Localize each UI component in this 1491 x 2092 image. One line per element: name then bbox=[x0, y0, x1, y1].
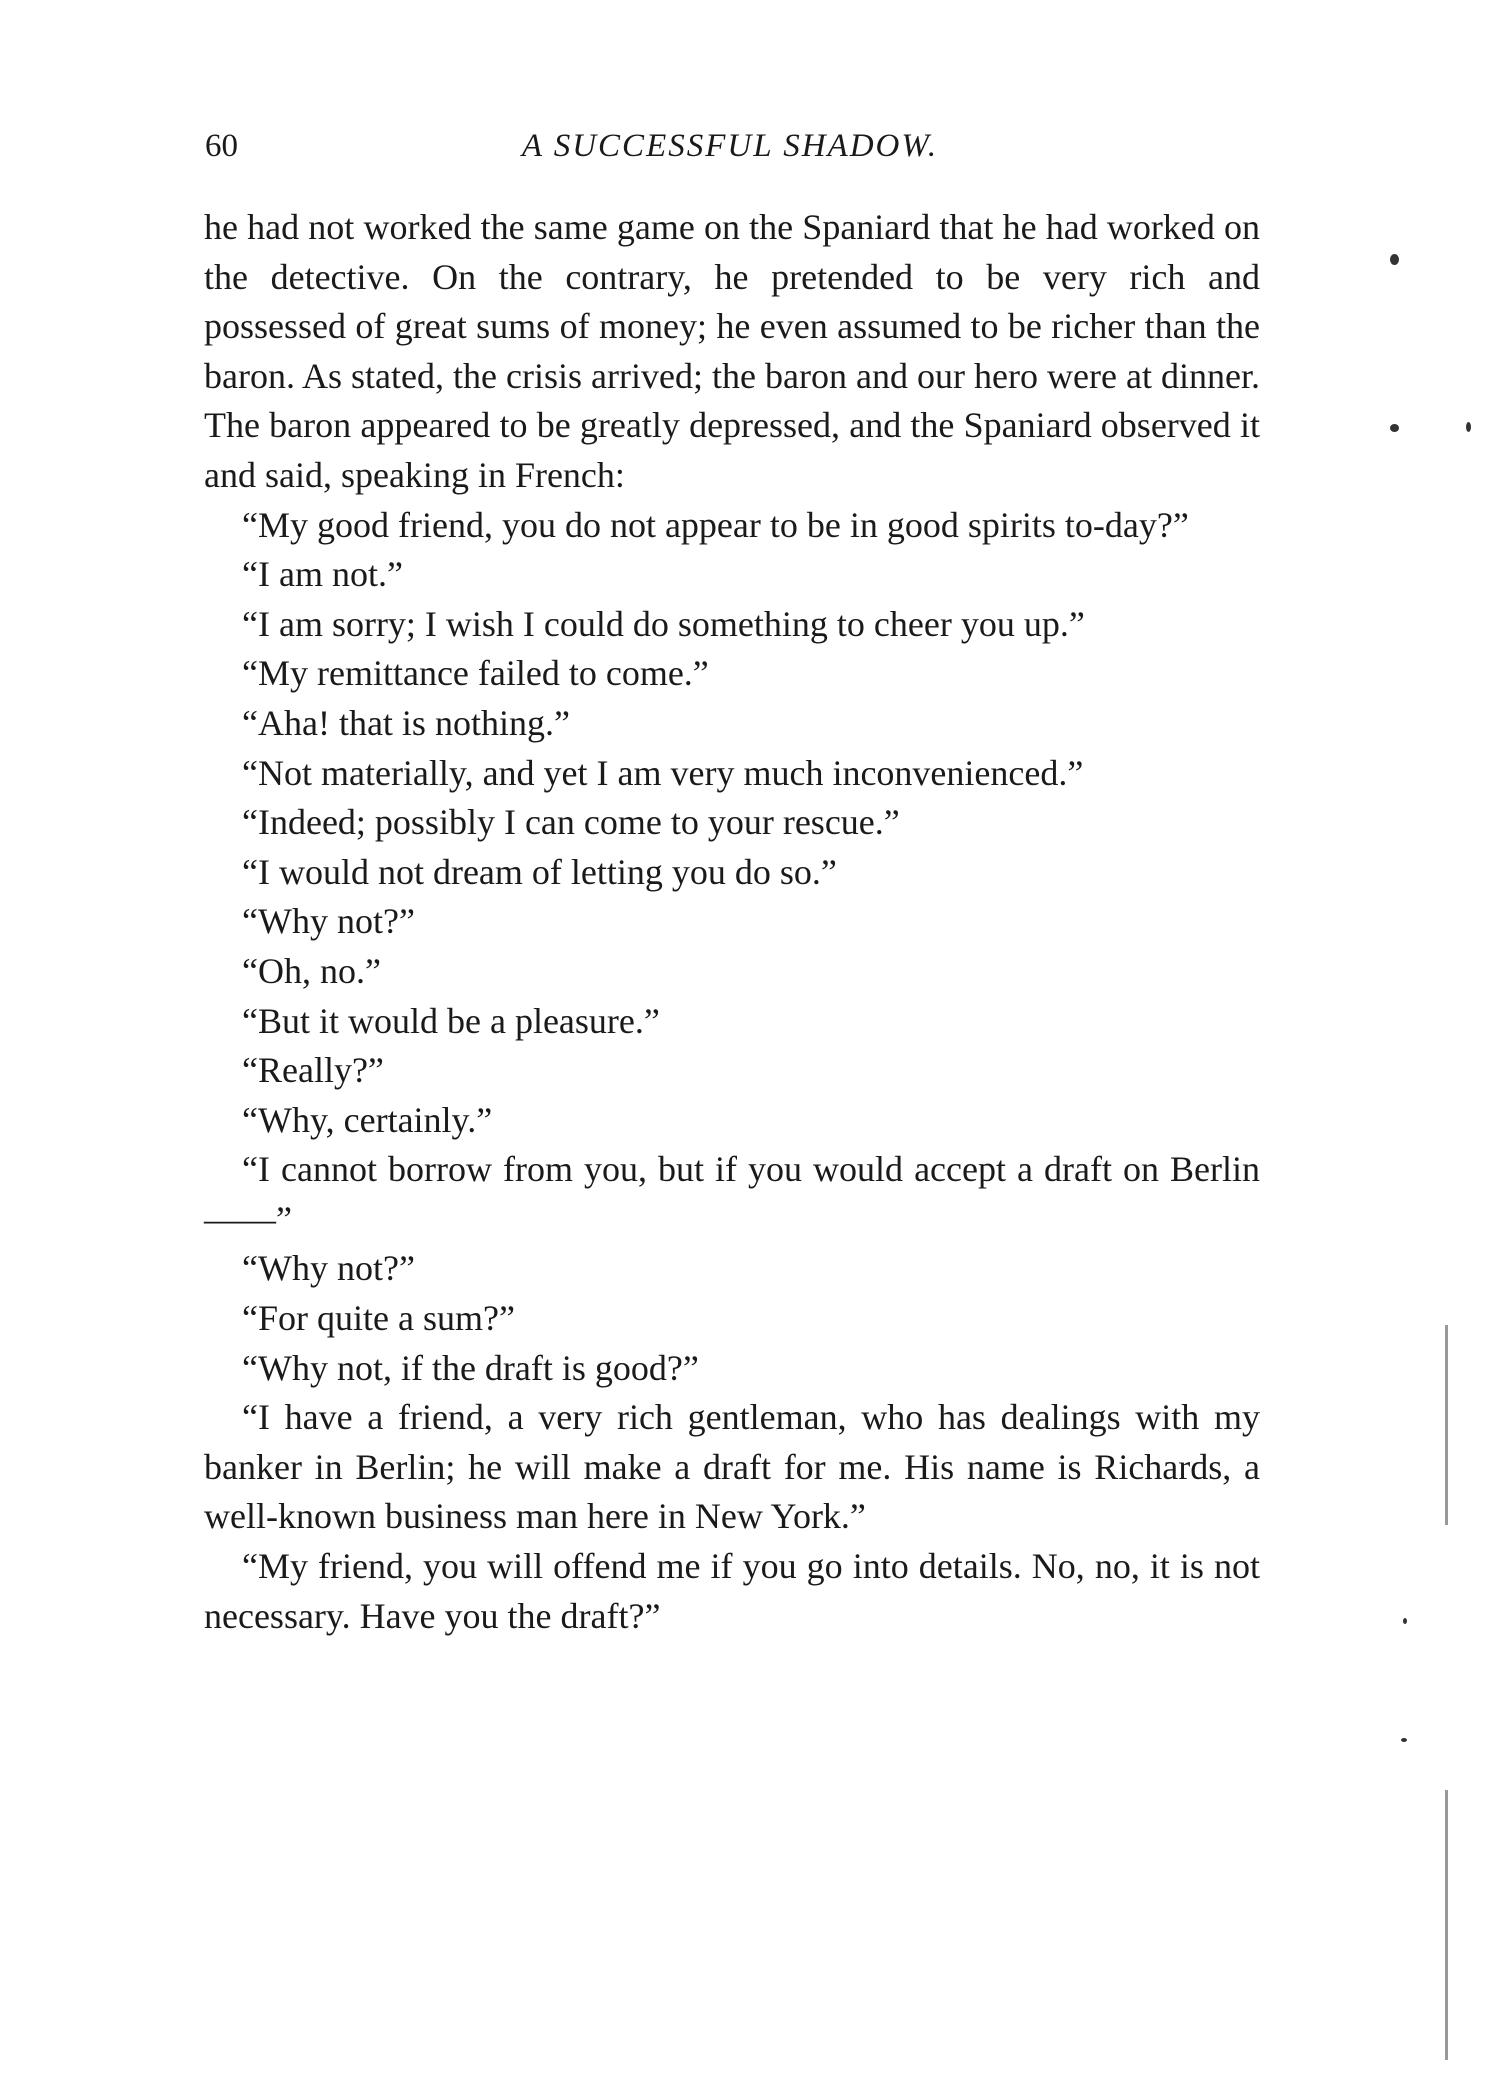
paragraph: “I would not dream of letting you do so.” bbox=[242, 851, 837, 892]
paragraph: “My friend, you will offend me if you go into details. No, no, it is not necessary. Have you the draft?” bbox=[204, 1546, 1260, 1636]
scan-edge-mark bbox=[1445, 1325, 1448, 1525]
scan-edge-mark bbox=[1445, 1790, 1448, 2060]
paragraph: “I am not.” bbox=[242, 554, 403, 595]
body-text bbox=[204, 203, 1260, 1641]
paragraph: “Aha! that is nothing.” bbox=[242, 702, 570, 743]
paragraph: “I am sorry; I wish I could do something to cheer you up.” bbox=[242, 603, 1085, 644]
paragraph: “Why not?” bbox=[242, 901, 415, 942]
scan-speck bbox=[1403, 1618, 1407, 1624]
paragraph: “Why not?” bbox=[242, 1248, 415, 1289]
scan-speck bbox=[1390, 424, 1399, 432]
page-header bbox=[205, 128, 1255, 178]
paragraph: “My good friend, you do not appear to be in good spirits to-day?” bbox=[242, 504, 1189, 545]
paragraph: “My remittance failed to come.” bbox=[242, 653, 709, 694]
scan-speck bbox=[1466, 422, 1471, 432]
page-number: 60 bbox=[205, 128, 238, 164]
paragraph: “I cannot borrow from you, but if you would accept a draft on Berlin——” bbox=[204, 1149, 1260, 1239]
paragraph: “Really?” bbox=[242, 1050, 384, 1091]
paragraph: “I have a friend, a very rich gentleman, who has dealings with my banker in Berlin; he will make a draft for me. His name is Richards, a well-known business man here in New York.” bbox=[204, 1397, 1260, 1537]
paragraph: “For quite a sum?” bbox=[242, 1298, 515, 1339]
paragraph: “Why not, if the draft is good?” bbox=[242, 1347, 699, 1388]
running-title: A SUCCESSFUL SHADOW. bbox=[521, 128, 939, 164]
paragraph: “Oh, no.” bbox=[242, 950, 381, 991]
scan-speck bbox=[1401, 1738, 1407, 1742]
paragraph: “But it would be a pleasure.” bbox=[242, 1000, 660, 1041]
paragraph: “Not materially, and yet I am very much inconvenienced.” bbox=[242, 752, 1084, 793]
paragraph: “Why, certainly.” bbox=[242, 1099, 493, 1140]
scan-speck bbox=[1390, 254, 1399, 265]
paragraph: “Indeed; possibly I can come to your rescue.” bbox=[242, 802, 900, 843]
paragraph: he had not worked the same game on the Spaniard that he had worked on the detective. On the contrary, he pretended to be very rich and possessed of great sums of money; he even assumed to be richer than the baron. As stated, the crisis arrived; the baron and our hero were at dinner. The baron appeared to be greatly depressed, and the Spaniard observed it and said, speaking in French: bbox=[204, 207, 1260, 495]
